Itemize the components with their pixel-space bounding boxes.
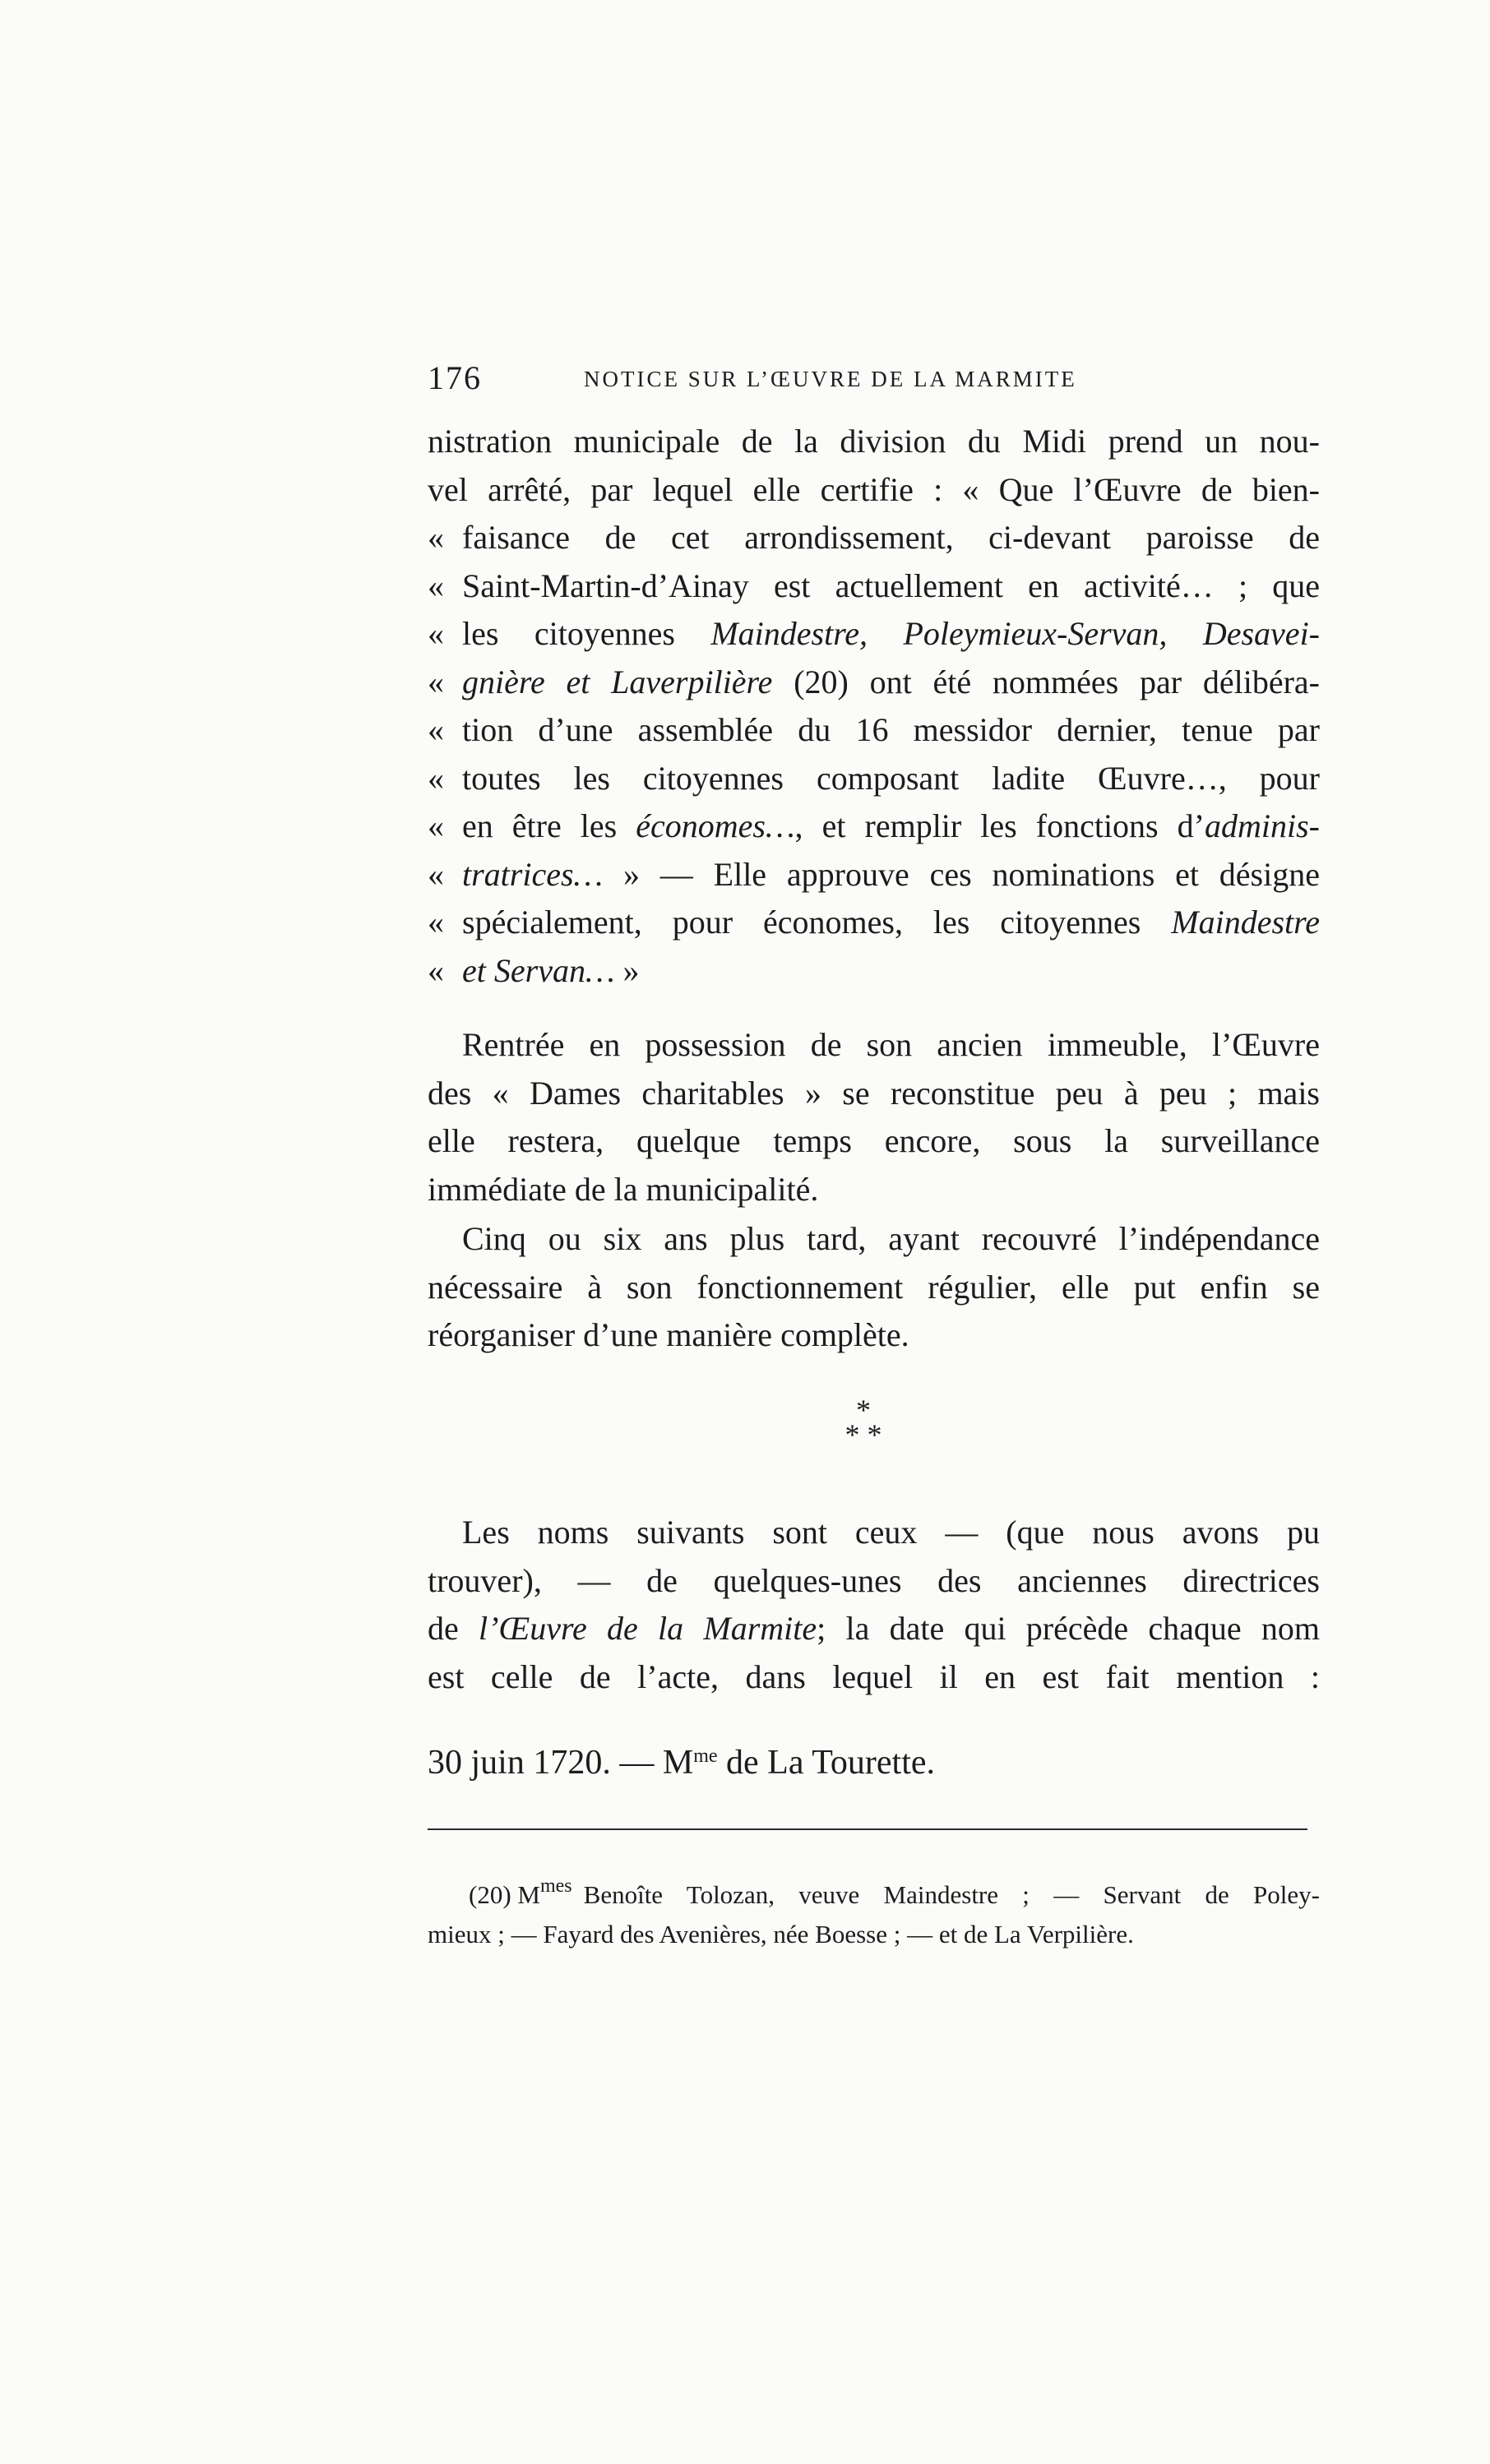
footnote: [428, 1866, 1320, 1954]
date-text: 30 juin 1720. — M: [428, 1744, 694, 1782]
text-line: [428, 659, 1320, 707]
page-header: [428, 358, 1357, 400]
footnote-ref: [469, 1866, 572, 1915]
text-line: elle restera, quelque temps encore, sous la surveillance: [428, 1122, 1320, 1159]
quote-mark: «: [428, 904, 444, 941]
text-line: nistration municipale de la division du Midi prend un nou-: [428, 423, 1320, 460]
paragraph-1: [428, 418, 1320, 995]
text-segment: (20) ont été nommées par délibéra-: [794, 663, 1320, 700]
date-entry: [428, 1743, 935, 1782]
text-line: Rentrée en possession de son ancien immeuble, l’Œuvre: [462, 1026, 1320, 1063]
text-line: des « Dames charitables » se reconstitue peu à peu ; mais: [428, 1074, 1320, 1112]
italic-names: gnière et Laverpilière: [462, 663, 773, 700]
text-segment: Saint-Martin-d’Ainay est actuellement en activité… ; que: [462, 566, 1320, 604]
text-segment: »: [622, 951, 640, 989]
text-line: [428, 514, 1320, 562]
text-segment: » — Elle approuve ces nominations et désigne: [622, 855, 1320, 893]
quote-mark: «: [428, 759, 444, 797]
paragraph-3: [428, 1215, 1320, 1360]
text-segment: toutes les citoyennes composant ladite Œuvre…, pour: [462, 759, 1320, 797]
paragraph-4: [428, 1509, 1320, 1701]
text-line: nécessaire à son fonctionnement régulier, elle put enfin se: [428, 1268, 1320, 1306]
text-line: [428, 947, 1320, 996]
text-segment: en être les: [462, 807, 618, 844]
quote-mark: «: [428, 807, 444, 844]
footnote-text: Benoîte Tolozan, veuve Maindestre ; — Servant de Poley-: [583, 1880, 1320, 1909]
italic-title: l’Œuvre de la Marmite: [479, 1610, 817, 1647]
text-line: [428, 610, 1320, 659]
text-segment: ; la date qui précède chaque nom: [817, 1610, 1321, 1647]
italic-word: tratrices…: [462, 855, 604, 893]
text-segment: les citoyennes: [462, 615, 675, 652]
text-line: [428, 1605, 1320, 1653]
asterism-top: *: [856, 1394, 871, 1426]
text-segment: , et remplir les fonctions d’: [794, 807, 1205, 844]
italic-word: et Servan…: [462, 951, 615, 989]
text-line: Les noms suivants sont ceux — (que nous avons pu: [462, 1514, 1320, 1551]
text-segment: tion d’une assemblée du 16 messidor dernier, tenue par: [462, 711, 1320, 748]
quote-mark: «: [428, 663, 444, 700]
quote-mark: «: [428, 615, 444, 652]
superscript: me: [693, 1745, 718, 1767]
asterism-divider: [822, 1394, 905, 1451]
footnote-line: mieux ; — Fayard des Avenières, née Boesse ; — et de La Verpilière.: [428, 1920, 1134, 1949]
footnote-ref-text: (20) M: [469, 1880, 540, 1909]
asterism-bottom: * *: [844, 1418, 882, 1451]
text-line: trouver), — de quelques-unes des anciennes directrices: [428, 1561, 1320, 1599]
quote-mark: «: [428, 566, 444, 604]
text-line: [428, 706, 1320, 755]
quote-mark: «: [428, 519, 444, 556]
text-segment: spécialement, pour économes, les citoyennes: [462, 904, 1141, 941]
quote-mark: «: [428, 951, 444, 989]
footnote-line: [428, 1866, 1320, 1915]
superscript: mes: [539, 1875, 572, 1897]
text-line: [428, 899, 1320, 947]
italic-names: Maindestre, Poleymieux-Servan, Desavei-: [710, 615, 1320, 652]
quote-mark: «: [428, 855, 444, 893]
text-line: immédiate de la municipalité.: [428, 1170, 819, 1208]
paragraph-2: [428, 1021, 1320, 1214]
italic-word: économes…: [636, 807, 795, 844]
text-line: est celle de l’acte, dans lequel il en est fait mention :: [428, 1657, 1320, 1695]
quote-mark: «: [428, 711, 444, 748]
footnote-divider: [428, 1828, 1307, 1830]
text-line: [428, 802, 1320, 851]
page-number: 176: [428, 359, 482, 396]
text-line: réorganiser d’une manière complète.: [428, 1316, 909, 1353]
italic-word: Maindestre: [1171, 904, 1320, 941]
text-line: [428, 562, 1320, 611]
text-line: [428, 755, 1320, 803]
text-line: [428, 851, 1320, 899]
text-line: vel arrêté, par lequel elle certifie : « Que l’Œuvre de bien-: [428, 470, 1320, 508]
name-text: de La Tourette.: [717, 1744, 936, 1782]
text-segment: de: [428, 1610, 459, 1647]
text-line: Cinq ou six ans plus tard, ayant recouvré l’indépendance: [462, 1220, 1320, 1257]
italic-word: adminis-: [1204, 807, 1320, 844]
running-title: NOTICE SUR L’ŒUVRE DE LA MARMITE: [584, 367, 1077, 391]
text-segment: faisance de cet arrondissement, ci-devant paroisse de: [462, 519, 1320, 556]
